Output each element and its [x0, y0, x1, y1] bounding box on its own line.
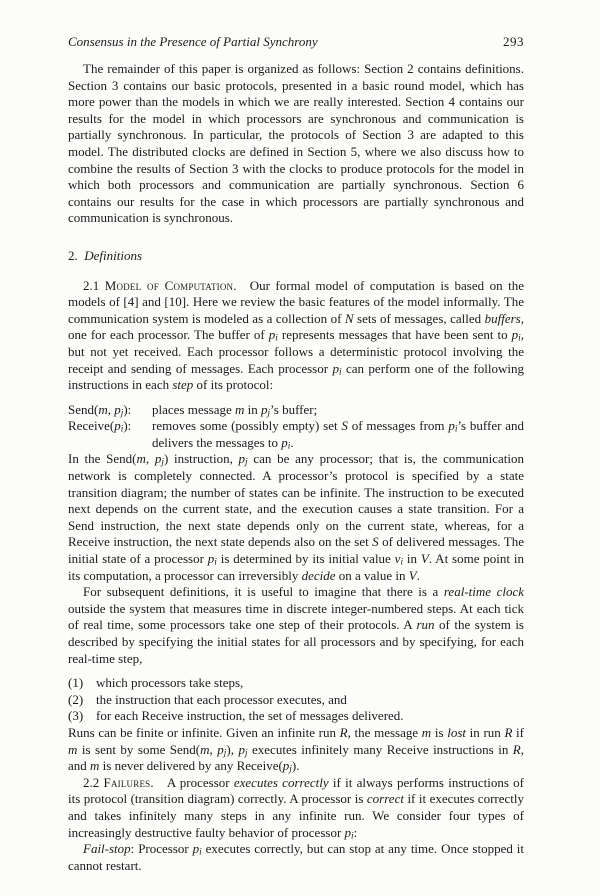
document-body [68, 61, 524, 874]
list-item [68, 708, 524, 725]
list-item-text: for each Receive instruction, the set of messages delivered. [96, 708, 404, 724]
paragraph: 2.2 Failures. A processor executes correctly if it always performs instructions of its protocol (transition diagram) correctly. A processor is correct if it executes correctly and takes infinitely many steps in any infinite run. We consider four types of increasingly destructive faulty behavior of processor $p_i$: [68, 774, 524, 842]
running-head-title: Consensus in the Presence of Partial Synchrony [68, 34, 318, 49]
definition-text: removes some (possibly empty) set S of messages from $p_i’s$ buffer and delivers the messages to $p_i$. [152, 418, 525, 452]
definition-row [68, 402, 524, 419]
page-number: 293 [503, 34, 524, 49]
paragraph: In the Send(m, $p_j$) instruction, $p_j$ can be any processor; that is, the communication network is completely connected. A processor’s protocol is specified by a state transition diagram; the number of states can be infinite. The instruction to be executed next depends on the current state, and the execution causes a state transition. For a Send instruction, the next state depends only on the current state, whereas, for a Receive instruction, the next state depends also on the set S of delivered messages. The initial state of a processor $p_i$ is determined by its initial value $v_i$ in V. At some point in its computation, a processor can irreversibly decide on a value in V. [68, 451, 525, 583]
list-item [68, 675, 524, 692]
paragraph: The remainder of this paper is organized as follows: Section 2 contains definitions. Section 3 contains our basic protocols, presented in a basic round model, which has more power than the models in which we are really interested. Section 4 contains our results for the model in which processors are synchronous and communication is partially synchronous. In particular, the protocols of Section 3 are adapted to this model. The distributed clocks are defined in Section 5, where we also discuss how to combine the results of Section 3 with the clocks to produce protocols for the model in which both processors and communication are partially synchronous. Section 6 contains our results for the case in which processors are partially synchronous and communication is synchronous. [68, 61, 524, 226]
paragraph: Fail-stop: Processor $p_i$ executes correctly, but can stop at any time. Once stopped it cannot restart. [68, 841, 524, 873]
definition-term: Send(m, $p_j$): [68, 401, 132, 419]
list-item [68, 692, 524, 709]
definition-row [68, 418, 524, 451]
running-head [68, 34, 524, 50]
numbered-list [68, 675, 524, 725]
instruction-definition-list [68, 402, 524, 452]
section-heading: 2. Definitions [68, 247, 143, 263]
list-marker: (2) [68, 691, 84, 707]
list-item-text: which processors take steps, [96, 675, 244, 691]
paragraph: For subsequent definitions, it is useful to imagine that there is a real-time clock outside the system that measures time in discrete integer-numbered steps. At each tick of real time, some processors take one step of their protocols. A run of the system is described by specifying the initial states for all processors and by specifying, for each real-time step, [68, 584, 524, 666]
list-marker: (1) [68, 675, 84, 691]
paragraph: Runs can be finite or infinite. Given an infinite run R, the message m is lost in run R if m is sent by some Send(m, $p_j$), $p_j$ executes infinitely many Receive instructions in R, and m is never delivered by any $Receive(p_j)$. [68, 724, 524, 775]
paragraph: 2.1 Model of Computation. Our formal model of computation is based on the models of [4] and [10]. Here we review the basic features of the model informally. The communication system is modeled as a collection of N sets of messages, called buffers, one for each processor. The buffer of $p_i$ represents messages that have been sent to $p_i$, but not yet received. Each processor follows a deterministic protocol involving the receipt and sending of messages. Each processor $p_i$ can perform one of the following instructions in each step of its protocol: [68, 277, 524, 393]
definition-term: $Receive(p_i)$: [68, 418, 132, 435]
list-marker: (3) [68, 708, 84, 724]
list-item-text: the instruction that each processor executes, and [96, 691, 347, 707]
definition-text: places message m in $p_j’s$ buffer; [152, 401, 318, 419]
